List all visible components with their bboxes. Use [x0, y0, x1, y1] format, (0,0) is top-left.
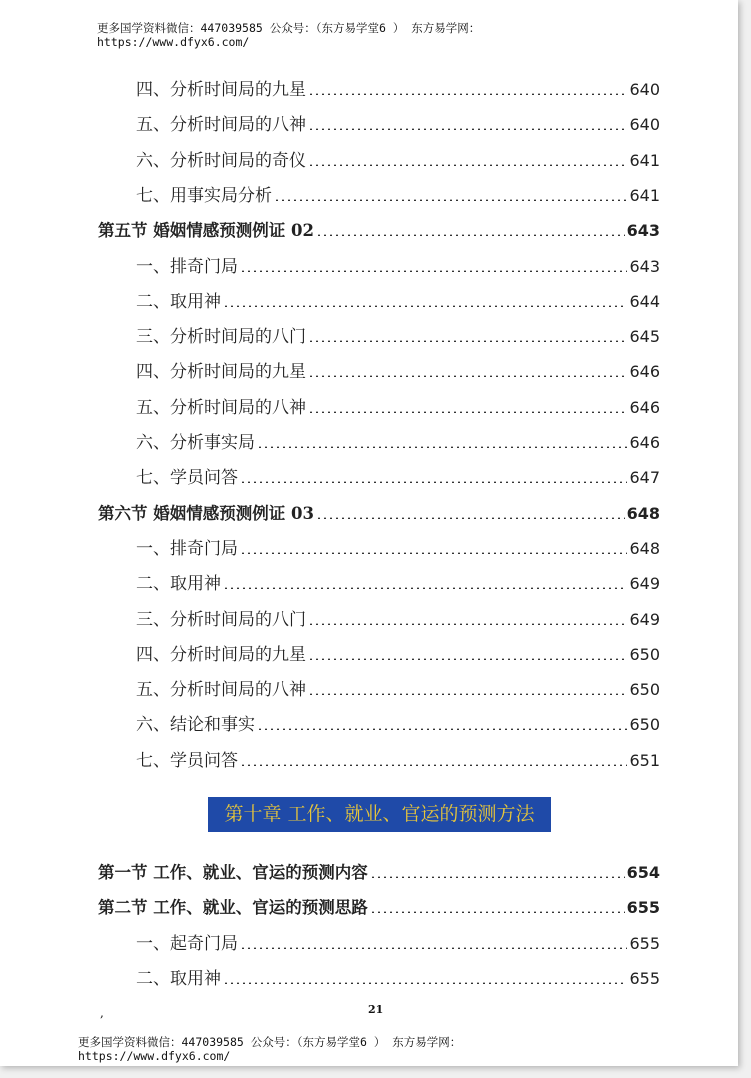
- toc-entry-title: 七、用事实局分析: [136, 185, 272, 206]
- dot-leader: [240, 764, 627, 766]
- toc-entry-title: 五、分析时间局的八神: [136, 680, 306, 701]
- toc-entry: [136, 746, 660, 776]
- toc-entry-page: 655: [626, 898, 660, 918]
- toc-entry: [136, 322, 660, 352]
- toc-entry: [136, 534, 660, 564]
- dot-leader: [308, 164, 627, 166]
- toc-entry-page: 649: [629, 574, 660, 594]
- dot-leader: [308, 693, 627, 695]
- dot-leader: [308, 340, 627, 342]
- dot-leader: [308, 623, 627, 625]
- toc-entry-page: 646: [629, 362, 660, 382]
- toc-section-entry: [98, 893, 660, 923]
- watermark-line-2: https://www.dfyx6.com/: [97, 35, 250, 49]
- toc-entry-page: 646: [629, 433, 660, 452]
- toc-entry: [136, 710, 660, 740]
- toc-entry-page: 645: [629, 327, 660, 347]
- toc-entry-page: 655: [629, 933, 660, 953]
- toc-entry-title: 七、学员问答: [136, 468, 238, 489]
- dot-leader: [223, 305, 627, 307]
- dot-leader: [370, 911, 625, 913]
- toc-entry-title: 七、学员问答: [136, 750, 238, 771]
- toc-entry-page: 640: [629, 80, 660, 99]
- dot-leader: [370, 876, 625, 878]
- toc-entry-title: 第二节 工作、就业、官运的预测思路: [98, 898, 368, 918]
- dot-leader: [316, 517, 625, 519]
- toc-entry-page: 651: [629, 750, 660, 770]
- dot-leader: [257, 446, 627, 448]
- page-number: 21: [368, 1003, 384, 1016]
- dot-leader: [223, 587, 627, 589]
- toc-entry-title: 二、取用神: [136, 968, 221, 989]
- toc-section-entry: [98, 216, 660, 246]
- dot-leader: [308, 411, 627, 413]
- watermark-header: [97, 21, 480, 49]
- toc-entry-title: 三、分析时间局的八门: [136, 609, 306, 630]
- dot-leader: [308, 658, 627, 660]
- dot-leader: [240, 552, 627, 554]
- toc-entry: [136, 640, 660, 670]
- toc-entry: [136, 393, 660, 423]
- toc-entry-page: 650: [629, 644, 660, 664]
- toc-entry-title: 五、分析时间局的八神: [136, 115, 306, 136]
- toc-entry: [136, 357, 660, 387]
- toc-entry-title: 六、结论和事实: [136, 715, 255, 736]
- toc-entry-page: 647: [629, 468, 660, 488]
- dot-leader: [308, 93, 627, 95]
- toc-entry-title: 六、分析时间局的奇仪: [136, 150, 306, 171]
- toc-entry: [136, 252, 660, 282]
- toc-entry-page: 655: [629, 968, 660, 988]
- dot-leader: [274, 199, 627, 201]
- toc-entry-title: 一、排奇门局: [136, 256, 238, 277]
- dot-leader: [240, 481, 627, 483]
- toc-entry-page: 646: [629, 397, 660, 417]
- toc-entry-title: 第六节 婚姻情感预测例证 03: [98, 503, 314, 523]
- toc-entry-title: 二、取用神: [136, 574, 221, 595]
- toc-entry-title: 三、分析时间局的八门: [136, 327, 306, 348]
- toc-entry-page: 648: [626, 503, 660, 523]
- toc-entry: [136, 569, 660, 599]
- toc-entry: [136, 929, 660, 959]
- toc-entry-page: 643: [629, 256, 660, 276]
- toc-entry-title: 第五节 婚姻情感预测例证 02: [98, 221, 314, 241]
- watermark-line-1: 更多国学资料微信：447039585 公众号：（东方易学堂6 ） 东方易学网：: [97, 21, 481, 35]
- toc-section-entry: [98, 858, 660, 888]
- toc-entry: [136, 181, 660, 211]
- toc-entry: [136, 110, 660, 140]
- dot-leader: [316, 234, 625, 236]
- toc-entry-page: 650: [629, 680, 660, 700]
- watermark-line-1: 更多国学资料微信：447039585 公众号：（东方易学堂6 ） 东方易学网：: [78, 1035, 462, 1049]
- dot-leader: [240, 270, 627, 272]
- toc-entry: [136, 428, 660, 458]
- watermark-line-2: https://www.dfyx6.com/: [78, 1049, 231, 1063]
- toc-entry-title: 四、分析时间局的九星: [136, 362, 306, 383]
- toc-entry-title: 四、分析时间局的九星: [136, 644, 306, 665]
- toc-entry-page: 644: [629, 291, 660, 311]
- dot-leader: [223, 982, 627, 984]
- toc-entry: [136, 675, 660, 705]
- toc-entry-title: 一、起奇门局: [136, 933, 238, 954]
- dot-leader: [257, 728, 627, 730]
- toc-entry-page: 640: [629, 115, 660, 135]
- toc-entry: [136, 75, 660, 105]
- toc-entry-page: 643: [626, 221, 660, 241]
- toc-entry: [136, 463, 660, 493]
- toc-entry-title: 二、取用神: [136, 291, 221, 312]
- dot-leader: [308, 375, 627, 377]
- toc-entry: [136, 146, 660, 176]
- toc-entry-title: 一、排奇门局: [136, 538, 238, 559]
- dot-leader: [240, 947, 627, 949]
- toc-entry-page: 654: [626, 863, 660, 882]
- toc-entry-page: 650: [629, 715, 660, 735]
- chapter-heading: 第十章 工作、就业、官运的预测方法: [208, 797, 551, 832]
- toc-section-entry: [98, 499, 660, 529]
- toc-entry: [136, 605, 660, 635]
- toc-entry-page: 641: [629, 150, 660, 170]
- toc-entry-title: 五、分析时间局的八神: [136, 397, 306, 418]
- toc-entry-page: 649: [629, 609, 660, 629]
- toc-entry-page: 641: [629, 185, 660, 205]
- toc-entry: [136, 964, 660, 994]
- toc-entry-page: 648: [629, 538, 660, 558]
- watermark-footer: [78, 1035, 461, 1063]
- toc-entry: [136, 287, 660, 317]
- toc-entry-title: 第一节 工作、就业、官运的预测内容: [98, 863, 368, 882]
- toc-entry-title: 六、分析事实局: [136, 433, 255, 453]
- dot-leader: [308, 128, 627, 130]
- toc-entry-title: 四、分析时间局的九星: [136, 80, 306, 100]
- corner-mark: ,: [100, 1006, 104, 1020]
